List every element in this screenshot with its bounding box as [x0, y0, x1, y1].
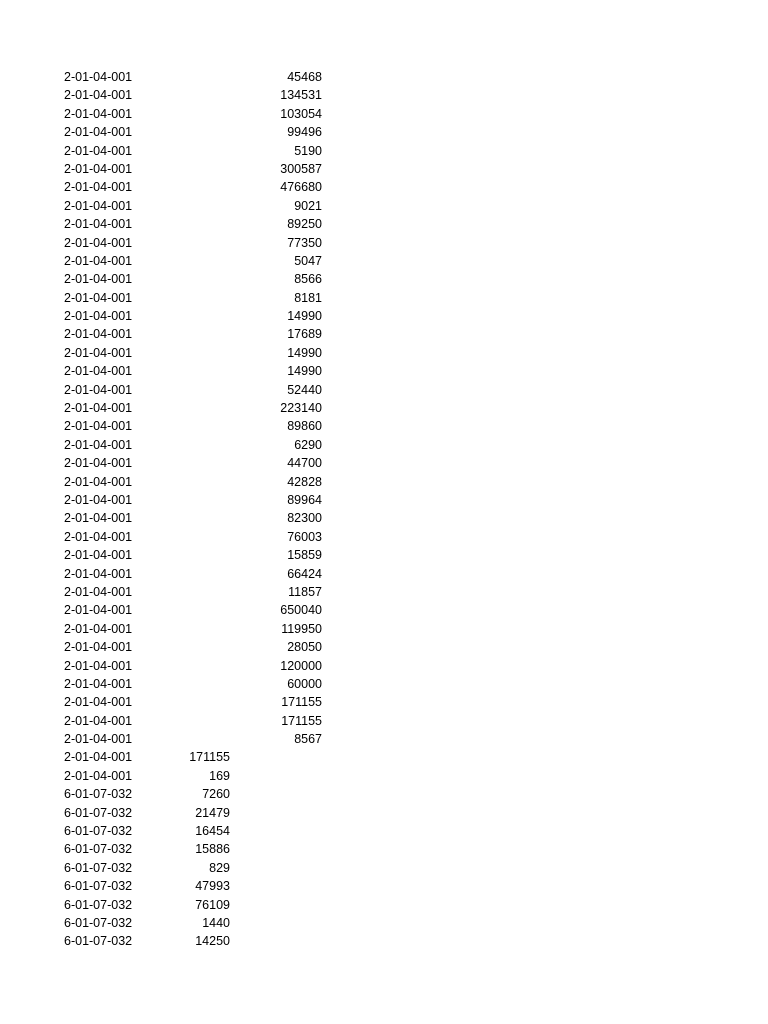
account-code-cell: 2-01-04-001	[64, 198, 133, 213]
table-row	[0, 86, 768, 104]
table-row	[0, 454, 768, 472]
table-row	[0, 289, 768, 307]
table-row	[0, 638, 768, 656]
table-row	[0, 399, 768, 417]
table-row	[0, 675, 768, 693]
amount-cell-column-3: 14990	[287, 364, 322, 379]
amount-cell-column-3: 45468	[287, 70, 322, 84]
account-code-cell: 2-01-04-001	[64, 309, 133, 324]
table-row	[0, 215, 768, 233]
table-row	[0, 748, 768, 766]
table-row	[0, 325, 768, 343]
amount-cell-column-3: 120000	[280, 658, 322, 673]
amount-cell-column-3: 6290	[294, 437, 322, 452]
account-code-cell: 2-01-04-001	[64, 345, 133, 360]
spreadsheet-page	[0, 68, 768, 951]
table-row	[0, 583, 768, 601]
account-code-cell: 2-01-04-001	[64, 272, 133, 287]
account-code-cell: 2-01-04-001	[64, 382, 133, 397]
account-code-cell: 2-01-04-001	[64, 621, 133, 636]
account-code-cell: 6-01-07-032	[64, 805, 133, 820]
amount-cell-column-2: 76109	[195, 897, 230, 912]
account-code-cell: 2-01-04-001	[64, 603, 133, 618]
table-row	[0, 565, 768, 583]
account-code-cell: 2-01-04-001	[64, 401, 133, 416]
amount-cell-column-2: 47993	[195, 879, 230, 894]
table-row	[0, 381, 768, 399]
table-row	[0, 252, 768, 270]
amount-cell-column-2: 16454	[195, 824, 230, 839]
table-row	[0, 362, 768, 380]
table-row	[0, 436, 768, 454]
table-row	[0, 68, 768, 86]
amount-cell-column-3: 8181	[294, 290, 322, 305]
account-code-cell: 2-01-04-001	[64, 364, 133, 379]
account-code-cell: 6-01-07-032	[64, 879, 133, 894]
table-row	[0, 270, 768, 288]
amount-cell-column-3: 5190	[294, 143, 322, 158]
table-row	[0, 840, 768, 858]
account-code-cell: 6-01-07-032	[64, 824, 133, 839]
amount-cell-column-3: 14990	[287, 309, 322, 324]
table-row	[0, 546, 768, 564]
account-code-cell: 2-01-04-001	[64, 566, 133, 581]
amount-cell-column-2: 829	[209, 860, 230, 875]
account-code-cell: 2-01-04-001	[64, 235, 133, 250]
account-code-cell: 2-01-04-001	[64, 713, 133, 728]
table-row	[0, 528, 768, 546]
amount-cell-column-2: 1440	[202, 915, 230, 930]
amount-cell-column-3: 82300	[287, 511, 322, 526]
account-code-cell: 6-01-07-032	[64, 860, 133, 875]
amount-cell-column-3: 134531	[280, 88, 322, 103]
account-code-cell: 2-01-04-001	[64, 253, 133, 268]
table-row	[0, 712, 768, 730]
amount-cell-column-3: 119950	[281, 621, 322, 636]
amount-cell-column-3: 171155	[281, 713, 322, 728]
account-code-cell: 2-01-04-001	[64, 511, 133, 526]
amount-cell-column-3: 223140	[280, 401, 322, 416]
table-row	[0, 657, 768, 675]
amount-cell-column-2: 15886	[195, 842, 230, 857]
amount-cell-column-2: 7260	[202, 787, 230, 802]
table-row	[0, 620, 768, 638]
table-row	[0, 601, 768, 619]
account-code-cell: 2-01-04-001	[64, 750, 133, 765]
account-code-cell: 2-01-04-001	[64, 456, 133, 471]
table-row	[0, 859, 768, 877]
account-code-cell: 2-01-04-001	[64, 584, 133, 599]
table-row	[0, 105, 768, 123]
account-code-cell: 2-01-04-001	[64, 106, 133, 121]
amount-cell-column-3: 28050	[287, 640, 322, 655]
table-row	[0, 142, 768, 160]
amount-cell-column-3: 9021	[294, 198, 322, 213]
table-row	[0, 491, 768, 509]
account-code-cell: 2-01-04-001	[64, 125, 133, 140]
account-code-cell: 2-01-04-001	[64, 161, 133, 176]
amount-cell-column-3: 11857	[288, 584, 322, 599]
amount-cell-column-3: 300587	[280, 161, 322, 176]
account-code-cell: 2-01-04-001	[64, 143, 133, 158]
account-code-cell: 2-01-04-001	[64, 419, 133, 434]
amount-cell-column-3: 171155	[281, 695, 322, 710]
account-code-cell: 6-01-07-032	[64, 934, 133, 949]
table-row	[0, 197, 768, 215]
amount-cell-column-3: 44700	[287, 456, 322, 471]
account-code-cell: 2-01-04-001	[64, 88, 133, 103]
amount-cell-column-2: 171155	[189, 750, 230, 765]
amount-cell-column-2: 21479	[195, 805, 230, 820]
table-row	[0, 509, 768, 527]
table-row	[0, 914, 768, 932]
table-row	[0, 896, 768, 914]
amount-cell-column-3: 103054	[280, 106, 322, 121]
account-code-cell: 2-01-04-001	[64, 695, 133, 710]
amount-cell-column-3: 15859	[287, 548, 322, 563]
amount-cell-column-3: 5047	[294, 253, 322, 268]
amount-cell-column-2: 169	[209, 768, 230, 783]
amount-cell-column-3: 52440	[287, 382, 322, 397]
table-row	[0, 417, 768, 435]
table-row	[0, 123, 768, 141]
account-code-cell: 2-01-04-001	[64, 676, 133, 691]
amount-cell-column-3: 77350	[287, 235, 322, 250]
table-row	[0, 693, 768, 711]
account-code-cell: 2-01-04-001	[64, 768, 133, 783]
table-row	[0, 822, 768, 840]
account-code-cell: 2-01-04-001	[64, 658, 133, 673]
table-row	[0, 178, 768, 196]
account-code-cell: 2-01-04-001	[64, 217, 133, 232]
amount-cell-column-3: 66424	[287, 566, 322, 581]
account-code-cell: 6-01-07-032	[64, 787, 133, 802]
amount-cell-column-3: 60000	[287, 676, 322, 691]
account-code-cell: 2-01-04-001	[64, 290, 133, 305]
account-code-cell: 2-01-04-001	[64, 640, 133, 655]
amount-cell-column-3: 650040	[280, 603, 322, 618]
table-row	[0, 785, 768, 803]
account-code-cell: 2-01-04-001	[64, 732, 133, 747]
amount-cell-column-3: 76003	[287, 529, 322, 544]
account-code-cell: 6-01-07-032	[64, 915, 133, 930]
table-row	[0, 160, 768, 178]
amount-cell-column-3: 17689	[287, 327, 322, 342]
table-row	[0, 730, 768, 748]
account-code-cell: 2-01-04-001	[64, 437, 133, 452]
account-code-cell: 6-01-07-032	[64, 842, 133, 857]
account-code-cell: 2-01-04-001	[64, 492, 133, 507]
amount-cell-column-3: 42828	[287, 474, 322, 489]
amount-cell-column-3: 89860	[287, 419, 322, 434]
account-code-cell: 2-01-04-001	[64, 548, 133, 563]
table-row	[0, 767, 768, 785]
account-code-cell: 2-01-04-001	[64, 474, 133, 489]
amount-cell-column-2: 14250	[195, 934, 230, 949]
account-code-cell: 2-01-04-001	[64, 180, 133, 195]
account-code-cell: 6-01-07-032	[64, 897, 133, 912]
amount-cell-column-3: 8567	[294, 732, 322, 747]
amount-cell-column-3: 89250	[287, 217, 322, 232]
table-row	[0, 932, 768, 950]
account-code-cell: 2-01-04-001	[64, 327, 133, 342]
table-row	[0, 473, 768, 491]
account-code-cell: 2-01-04-001	[64, 529, 133, 544]
amount-cell-column-3: 99496	[287, 125, 322, 140]
table-row	[0, 804, 768, 822]
amount-cell-column-3: 8566	[294, 272, 322, 287]
table-row	[0, 344, 768, 362]
table-row	[0, 877, 768, 895]
amount-cell-column-3: 476680	[280, 180, 322, 195]
amount-cell-column-3: 89964	[287, 492, 322, 507]
amount-cell-column-3: 14990	[287, 345, 322, 360]
account-code-cell: 2-01-04-001	[64, 70, 133, 84]
table-row	[0, 307, 768, 325]
table-row	[0, 234, 768, 252]
